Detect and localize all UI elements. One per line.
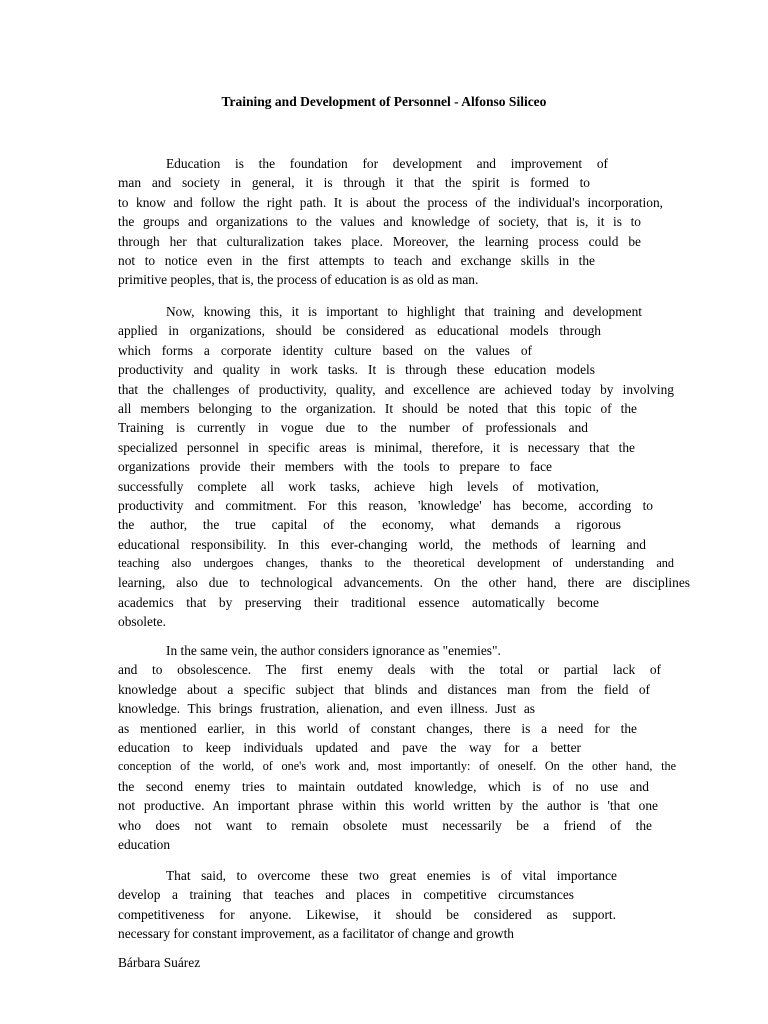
paragraph-line: academics that by preserving their traditional essence automatically become: [118, 594, 599, 610]
paragraph-3: [118, 641, 676, 854]
paragraph-line: successfully complete all work tasks, achieve high levels of motivation,: [118, 478, 599, 494]
paragraph-line: which forms a corporate identity culture based on the values of: [118, 342, 532, 358]
paragraph-1: [118, 154, 663, 290]
paragraph-line: applied in organizations, should be considered as educational models through: [118, 323, 601, 339]
paragraph-line: the author, the true capital of the economy, what demands a rigorous: [118, 517, 621, 533]
paragraph-line: necessary for constant improvement, as a facilitator of change and growth: [118, 926, 514, 942]
paragraph-line: develop a training that teaches and places in competitive circumstances: [118, 887, 574, 903]
paragraph-line: the second enemy tries to maintain outdated knowledge, which is of no use and: [118, 778, 649, 794]
paragraph-line: conception of the world, of one's work and, most importantly: of oneself. On the other hand, the: [118, 759, 676, 774]
paragraph-line: education: [118, 836, 171, 852]
paragraph-line: Training is currently in vogue due to the number of professionals and: [118, 420, 588, 436]
paragraph-line: as mentioned earlier, in this world of constant changes, there is a need for the: [118, 720, 637, 736]
paragraph-line: primitive peoples, that is, the process of education is as old as man.: [118, 272, 479, 288]
paragraph-line: productivity and commitment. For this reason, 'knowledge' has become, according to: [118, 497, 653, 513]
paragraph-line: and to obsolescence. The first enemy deals with the total or partial lack of: [118, 662, 661, 678]
paragraph-line: knowledge about a specific subject that blinds and distances man from the field of: [118, 681, 650, 697]
author-name: Bárbara Suárez: [118, 955, 201, 970]
document-title: Training and Development of Personnel - Alfonso Siliceo: [221, 94, 547, 109]
paragraph-line: educational responsibility. In this ever-changing world, the methods of learning and: [118, 536, 646, 552]
paragraph-line: the groups and organizations to the values and knowledge of society, that is, it is to: [118, 214, 641, 230]
paragraph-line: In the same vein, the author considers ignorance as "enemies".: [166, 643, 501, 658]
paragraph-line: knowledge. This brings frustration, alienation, and even illness. Just as: [118, 701, 535, 717]
paragraph-line: competitiveness for anyone. Likewise, it should be considered as support.: [118, 906, 616, 922]
paragraph-line: specialized personnel in specific areas is minimal, therefore, it is necessary that the: [118, 439, 635, 455]
paragraph-line: Education is the foundation for development and improvement of: [166, 156, 608, 171]
paragraph-line: not productive. An important phrase within this world written by the author is 'that one: [118, 798, 658, 814]
paragraph-line: man and society in general, it is through it that the spirit is formed to: [118, 175, 590, 191]
paragraph-line: through her that culturalization takes place. Moreover, the learning process could be: [118, 233, 641, 249]
paragraph-line: education to keep individuals updated and pave the way for a better: [118, 739, 581, 755]
paragraph-line: productivity and quality in work tasks. It is through these education models: [118, 362, 595, 378]
paragraph-line: obsolete.: [118, 614, 166, 630]
paragraph-line: Now, knowing this, it is important to highlight that training and development: [166, 304, 642, 319]
paragraph-line: who does not want to remain obsolete must necessarily be a friend of the: [118, 817, 652, 833]
paragraph-line: to know and follow the right path. It is about the process of the individual's incorporation,: [118, 194, 663, 210]
paragraph-line: that the challenges of productivity, quality, and excellence are achieved today by involving: [118, 381, 674, 397]
paragraph-line: not to notice even in the first attempts to teach and exchange skills in the: [118, 252, 595, 268]
paragraph-line: all members belonging to the organization. It should be noted that this topic of the: [118, 400, 637, 416]
paragraph-line: That said, to overcome these two great enemies is of vital importance: [166, 868, 617, 883]
paragraph-2: [118, 302, 690, 632]
paragraph-line: teaching also undergoes changes, thanks to the theoretical development of understanding and: [118, 556, 674, 571]
paragraph-4: [118, 866, 617, 944]
paragraph-line: organizations provide their members with the tools to prepare to face: [118, 459, 552, 475]
paragraph-line: learning, also due to technological advancements. On the other hand, there are disciplines: [118, 575, 690, 591]
